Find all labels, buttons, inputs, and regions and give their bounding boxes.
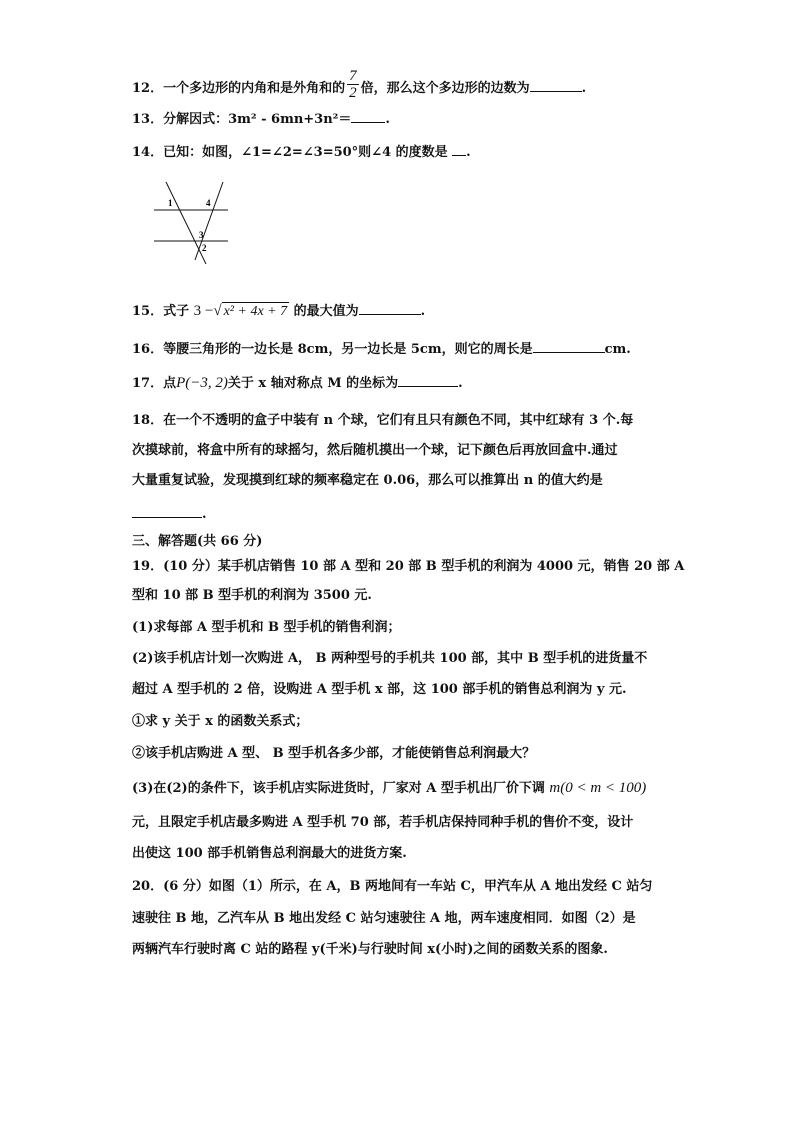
q20-line-1: 20．(6 分）如图（1）所示，在 A，B 两地间有一车站 C，甲汽车从 A 地出发经 C 站匀 — [132, 879, 653, 894]
angle-label-3: 3 — [199, 230, 204, 240]
question-13 — [132, 110, 390, 129]
q16-end: cm. — [604, 342, 631, 357]
question-16 — [132, 340, 631, 359]
transversal-left — [166, 182, 206, 264]
section-heading: 三、解答题(共 66 分) — [132, 534, 263, 549]
q19-sub-1: ①求 y 关于 x 的函数关系式； — [132, 714, 309, 729]
question-18-line-3: 大量重复试验，发现摸到红球的频率稳定在 0.06，那么可以推算出 n 的值大约是 — [132, 473, 603, 488]
q15-expr-radicand: x² + 4x + 7 — [223, 304, 288, 319]
q16-text: 等腰三角形的一边长是 8cm，另一边长是 5cm，则它的周长是 — [163, 342, 533, 357]
question-14 — [132, 143, 471, 162]
q15-text-pre: 式子 — [163, 304, 190, 319]
q19-part-3-line-2: 元，且限定手机店最多购进 A 型手机 70 部，若手机店保持同种手机的售价不变，设计 — [132, 815, 634, 830]
q18-end: . — [202, 507, 207, 522]
q14-end: . — [466, 145, 471, 160]
question-15 — [132, 302, 425, 321]
angle-label-4: 4 — [206, 198, 211, 208]
q12-frac-num: 7 — [349, 68, 357, 84]
q13-answer-blank[interactable] — [351, 110, 385, 123]
q19-part-3-line-3: 出使这 100 部手机销售总利润最大的进货方案. — [132, 846, 407, 861]
q19-p3a-math: m(0 < m < 100) — [549, 780, 647, 796]
q19-p3a-text: (3)在(2)的条件下，该手机店实际进货时，厂家对 A 型手机出厂价下调 — [132, 781, 545, 796]
q12-text-post: 倍，那么这个多边形的边数为 — [360, 81, 530, 96]
angle-label-1: 1 — [168, 198, 173, 208]
q17-number: 17． — [132, 376, 164, 391]
q17-point: P(−3, 2) — [176, 375, 228, 391]
q20-line-3: 两辆汽车行驶时离 C 站的路程 y(千米)与行驶时间 x(小时)之间的函数关系的图象. — [132, 942, 608, 957]
q17-answer-blank[interactable] — [398, 374, 458, 387]
q12-answer-blank[interactable] — [530, 79, 582, 92]
transversal-right — [195, 182, 223, 260]
q19-sub-2: ②该手机店购进 A 型、 B 型手机各多少部，才能使销售总利润最大？ — [132, 746, 536, 761]
question-18-line-1 — [132, 412, 633, 430]
q15-number: 15． — [132, 304, 164, 319]
q13-text: 分解因式：3m² - 6mn+3n²＝ — [163, 112, 352, 127]
q14-number: 14． — [132, 145, 164, 160]
question-18-line-2: 次摸球前，将盒中所有的球摇匀，然后随机摸出一个球，记下颜色后再放回盒中.通过 — [132, 443, 618, 458]
q12-end: . — [581, 81, 587, 96]
q13-number: 13． — [132, 112, 164, 127]
q12-number: 12． — [132, 81, 164, 96]
question-18-line-4 — [132, 505, 207, 524]
q19-part-2-line-1: (2)该手机店计划一次购进 A， B 两种型号的手机共 100 部，其中 B 型手机的进货量不 — [132, 651, 648, 666]
q15-end: . — [420, 304, 426, 319]
q14-text: 已知：如图，∠1=∠2=∠3=50°则∠4 的度数是 — [163, 145, 448, 160]
q16-number: 16． — [132, 342, 164, 357]
q13-end: . — [385, 112, 390, 127]
q19-line-1: 19．(10 分）某手机店销售 10 部 A 型和 20 部 B 型手机的利润为 4000 元，销售 20 部 A — [132, 559, 685, 574]
q15-expression: 3 −√ x² + 4x + 7 — [193, 303, 288, 319]
q12-text-pre: 一个多边形的内角和是外角和的 — [163, 81, 346, 96]
q18-line1: 在一个不透明的盒子中装有 n 个球，它们有且只有颜色不同，其中红球有 3 个.每 — [163, 413, 634, 428]
q18-answer-blank[interactable] — [132, 505, 202, 518]
q17-end: . — [458, 376, 463, 391]
q19-line-2: 型和 10 部 B 型手机的利润为 3500 元. — [132, 588, 372, 603]
q15-answer-blank[interactable] — [359, 302, 421, 315]
q19-part-1: (1)求每部 A 型手机和 B 型手机的销售利润； — [132, 620, 401, 635]
q14-figure — [150, 178, 234, 268]
angle-label-2: 2 — [202, 243, 207, 253]
q15-expr-lead: 3 − — [193, 303, 214, 319]
q18-number: 18． — [132, 413, 164, 428]
q16-answer-blank[interactable] — [533, 340, 605, 353]
q19-part-2-line-2: 超过 A 型手机的 2 倍，设购进 A 型手机 x 部，这 100 部手机的销售总利润为 y 元. — [132, 682, 627, 697]
q17-text-post: 关于 x 轴对称点 M 的坐标为 — [227, 376, 399, 391]
q14-answer-blank[interactable] — [452, 143, 466, 156]
question-17 — [132, 374, 463, 393]
q19-part-3-line-1 — [132, 779, 646, 798]
q17-text-pre: 点 — [163, 376, 177, 391]
q15-text-post: 的最大值为 — [293, 304, 359, 319]
q12-frac-den: 2 — [349, 85, 357, 101]
q20-line-2: 速驶往 B 地，乙汽车从 B 地出发经 C 站匀速驶往 A 地，两车速度相同．如图（2）是 — [132, 911, 636, 926]
question-12 — [132, 68, 587, 105]
q12-fraction — [347, 68, 359, 101]
